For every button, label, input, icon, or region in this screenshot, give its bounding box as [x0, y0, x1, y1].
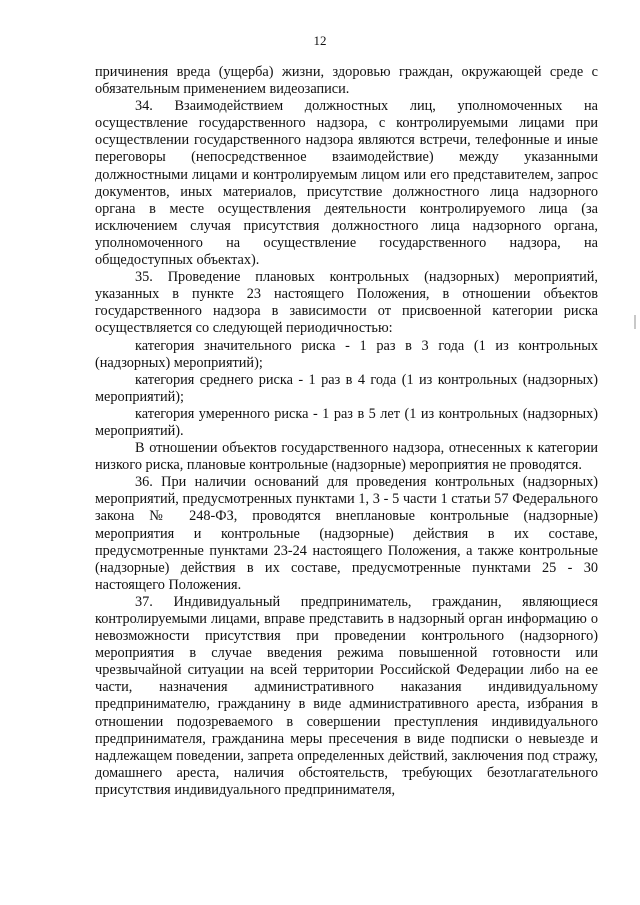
paragraph-37: 37. Индивидуальный предприниматель, гражданин, являющиеся контролируемыми лицами, вправе представить в надзорный орган информацию о невозможности присутствия при проведении контрольного (надзорного) мероприятия в случае введения режима повышенной готовности или чрезвычайной ситуации на всей территории Российской Федерации либо на ее части, назначения административного наказания индивидуальному предпринимателю, гражданину в виде административного ареста, избрания в отношении подозреваемого в совершении преступления индивидуального предпринимателя, гражданина меры пресечения в виде подписки о невыезде и надлежащем поведении, запрета определенных действий, заключения под стражу, домашнего ареста, наличия обстоятельств, требующих безотлагательного присутствия индивидуального предпринимателя, [95, 593, 598, 798]
list-item-moderate-risk: категория умеренного риска - 1 раз в 5 лет (1 из контрольных (надзорных) мероприятий). [95, 405, 598, 439]
list-item-medium-risk: категория среднего риска - 1 раз в 4 года (1 из контрольных (надзорных) мероприятий); [95, 371, 598, 405]
document-body [95, 64, 598, 799]
paragraph-34: 34. Взаимодействием должностных лиц, уполномоченных на осуществление государственного надзора, с контролируемыми лицами при осуществлении государственного надзора являются встречи, телефонные и иные переговоры (непосредственное взаимодействие) между указанными должностными лицами и контролируемым лицом или его представителем, запрос документов, иных материалов, присутствие должностного лица надзорного органа в месте осуществления деятельности контролируемого лица (за исключением случая присутствия должностного лица надзорного органа, уполномоченного на осуществление государственного надзора, на общедоступных объектах). [95, 98, 598, 269]
paragraph-low-risk: В отношении объектов государственного надзора, отнесенных к категории низкого риска, плановые контрольные (надзорные) мероприятия не проводятся. [95, 440, 598, 474]
page-number: 12 [313, 33, 327, 48]
paragraph-35: 35. Проведение плановых контрольных (надзорных) мероприятий, указанных в пункте 23 настоящего Положения, в отношении объектов государственного надзора в зависимости от присвоенной категории риска осуществляется со следующей периодичностью: [95, 269, 598, 337]
scan-artifact-mark [634, 315, 636, 329]
list-item-significant-risk: категория значительного риска - 1 раз в 3 года (1 из контрольных (надзорных) мероприятий); [95, 337, 598, 371]
paragraph-continuation: причинения вреда (ущерба) жизни, здоровью граждан, окружающей среде с обязательным применением видеозаписи. [95, 64, 598, 98]
paragraph-36: 36. При наличии оснований для проведения контрольных (надзорных) мероприятий, предусмотренных пунктами 1, 3 - 5 части 1 статьи 57 Федерального закона № 248-ФЗ, проводятся внеплановые контрольные (надзорные) мероприятия и контрольные (надзорные) действия в их составе, предусмотренные пунктами 23-24 настоящего Положения, а также контрольные (надзорные) действия в их составе, предусмотренные пунктами 25 - 30 настоящего Положения. [95, 474, 598, 593]
